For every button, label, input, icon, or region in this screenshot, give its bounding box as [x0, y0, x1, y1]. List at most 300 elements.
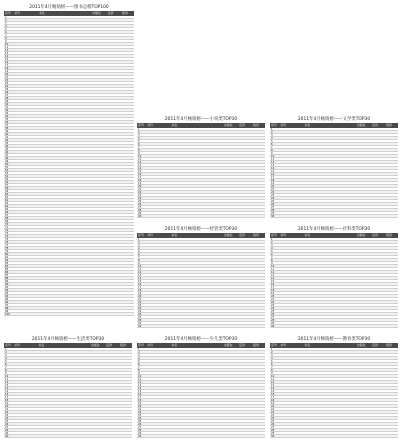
table-cell: [107, 73, 121, 75]
table-cell: [121, 274, 134, 276]
table-cell: [385, 295, 398, 297]
table-cell: [13, 172, 38, 174]
table-cell: [13, 301, 38, 303]
table-cell: [356, 310, 371, 312]
table-cell: [252, 286, 265, 288]
table-cell: [13, 363, 37, 365]
table-cell: [252, 283, 265, 285]
table-cell: [252, 408, 265, 410]
table-cell: [356, 173, 371, 175]
table-cell: [13, 274, 38, 276]
table-cell: [385, 348, 398, 350]
table-cell: [13, 34, 38, 36]
table-cell: 94: [5, 295, 9, 297]
table-cell: 27: [5, 426, 9, 428]
table-cell: [303, 295, 355, 297]
table-cell: [146, 316, 170, 318]
table-cell: [385, 268, 398, 270]
table-cell: [170, 238, 222, 240]
table-cell: [252, 322, 265, 324]
table-cell: 85: [5, 268, 9, 270]
table-cell: [121, 220, 134, 222]
table-cell: [90, 378, 105, 380]
table-cell: [238, 173, 252, 175]
table-cell: [356, 241, 371, 243]
table-cell: [223, 131, 238, 133]
table-cell: 9: [5, 372, 7, 374]
table-cell: 23: [271, 414, 275, 416]
table-cell: [91, 232, 107, 234]
table-cell: [107, 163, 121, 165]
table-cell: [279, 372, 303, 374]
table-cell: 38: [5, 127, 9, 129]
table-cell: [13, 178, 38, 180]
table-cell: [146, 435, 170, 437]
table-cell: [252, 313, 265, 315]
table-cell: [238, 387, 252, 389]
table-cell: 26: [271, 203, 275, 205]
table-cell: [38, 256, 91, 258]
table-cell: [371, 432, 385, 434]
table-cell: [13, 229, 38, 231]
table-cell: [146, 271, 170, 273]
table-cell: [146, 155, 170, 157]
col-header: 出版社: [223, 123, 233, 127]
table-cell: [121, 256, 134, 258]
table-cell: [303, 369, 355, 371]
table-cell: [105, 408, 119, 410]
table-cell: [279, 241, 303, 243]
table-cell: [385, 212, 398, 214]
table-cell: [279, 426, 303, 428]
table-cell: [238, 369, 252, 371]
table-cell: [252, 188, 265, 190]
table-cell: 5: [138, 140, 140, 142]
table-cell: [238, 351, 252, 353]
table-cell: [121, 199, 134, 201]
table-cell: [279, 360, 303, 362]
table-cell: [146, 301, 170, 303]
table-cell: 12: [271, 271, 275, 273]
table-cell: 6: [271, 143, 273, 145]
table-cell: [371, 215, 385, 217]
table-cell: [238, 295, 252, 297]
table-cell: [121, 121, 134, 123]
table-cell: [170, 262, 222, 264]
table-cell: [91, 163, 107, 165]
table-cell: [371, 292, 385, 294]
table-cell: [121, 16, 134, 18]
table-cell: [303, 304, 355, 306]
table-cell: [371, 271, 385, 273]
table-cell: [146, 304, 170, 306]
table-cell: 72: [5, 229, 9, 231]
table-cell: [238, 405, 252, 407]
table-cell: [91, 136, 107, 138]
table-cell: [238, 298, 252, 300]
table-cell: [13, 130, 38, 132]
table-cell: [146, 396, 170, 398]
table-cell: [303, 244, 355, 246]
table-cell: [146, 417, 170, 419]
table-cell: [371, 390, 385, 392]
table-cell: [371, 185, 385, 187]
table-cell: [303, 420, 355, 422]
table-cell: 74: [5, 235, 9, 237]
table-cell: [119, 348, 132, 350]
table-cell: [252, 155, 265, 157]
table-cell: [371, 396, 385, 398]
table-cell: [38, 73, 91, 75]
table-cell: 14: [271, 167, 275, 169]
table-cell: [13, 40, 38, 42]
table-cell: [38, 19, 91, 21]
table-cell: [279, 298, 303, 300]
table-cell: [91, 211, 107, 213]
table-cell: [107, 184, 121, 186]
table-cell: [371, 304, 385, 306]
table-cell: [279, 179, 303, 181]
table-cell: [13, 360, 37, 362]
table-cell: [146, 146, 170, 148]
table-cell: [13, 157, 38, 159]
table-cell: [238, 271, 252, 273]
table-cell: [13, 313, 38, 315]
table-cell: 25: [5, 88, 9, 90]
table-cell: [107, 31, 121, 33]
table-cell: 24: [5, 417, 9, 419]
table-cell: [223, 161, 238, 163]
table-cell: [107, 265, 121, 267]
table-cell: [13, 396, 37, 398]
table-cell: [238, 307, 252, 309]
table-cell: [356, 351, 371, 353]
table-cell: 9: [138, 262, 140, 264]
table-cell: [13, 226, 38, 228]
table-cell: [238, 372, 252, 374]
table-cell: [223, 357, 238, 359]
table-cell: 30: [5, 103, 9, 105]
table-cell: [279, 152, 303, 154]
table-cell: [279, 271, 303, 273]
table-cell: [385, 203, 398, 205]
table-cell: [146, 280, 170, 282]
table-cell: 77: [5, 244, 9, 246]
table-cell: 9: [5, 40, 7, 42]
table-cell: [385, 375, 398, 377]
table-cell: [119, 369, 132, 371]
table-cell: [223, 200, 238, 202]
table-cell: [279, 259, 303, 261]
table-rows: [137, 128, 265, 223]
table-cell: [223, 304, 238, 306]
table-cell: [107, 289, 121, 291]
table-cell: [13, 106, 38, 108]
table-cell: [371, 203, 385, 205]
table-cell: [385, 250, 398, 252]
table-cell: [37, 426, 89, 428]
col-header: 售价: [121, 11, 128, 15]
table-cell: [303, 259, 355, 261]
table-cell: [371, 280, 385, 282]
table-cell: [170, 247, 222, 249]
col-header: 序号: [5, 343, 12, 347]
table-cell: [38, 313, 91, 315]
table-cell: [170, 435, 222, 437]
table-cell: 24: [138, 307, 142, 309]
table-cell: [356, 289, 371, 291]
table-cell: 19: [271, 182, 275, 184]
table-cell: [119, 360, 132, 362]
table-cell: [303, 301, 355, 303]
table-cell: [385, 173, 398, 175]
table-cell: [107, 181, 121, 183]
table-cell: [91, 64, 107, 66]
table-cell: [91, 217, 107, 219]
table-cell: [121, 130, 134, 132]
table-cell: [170, 274, 222, 276]
table-cell: 1: [271, 128, 273, 130]
table-cell: 21: [271, 298, 275, 300]
table-cell: 15: [138, 390, 142, 392]
table-cell: 1: [138, 128, 140, 130]
table-cell: 3: [138, 134, 140, 136]
table-cell: [121, 166, 134, 168]
table-cell: [13, 76, 38, 78]
table-cell: [356, 155, 371, 157]
table-cell: 19: [5, 402, 9, 404]
table-cell: [170, 173, 222, 175]
table-cell: [146, 134, 170, 136]
table-cell: [13, 37, 38, 39]
table-cell: [91, 235, 107, 237]
table-title: 2011年4月畅销榜——图书总榜TOP100: [29, 5, 109, 10]
table-cell: [13, 295, 38, 297]
table-cell: [385, 411, 398, 413]
table-cell: [356, 325, 371, 327]
table-cell: [238, 191, 252, 193]
table-cell: [38, 142, 91, 144]
table-cell: [223, 173, 238, 175]
col-header: 出版社: [356, 343, 366, 347]
table-cell: [105, 423, 119, 425]
table-cell: [37, 360, 89, 362]
table-cell: [279, 265, 303, 267]
table-2: [270, 116, 398, 223]
table-cell: [37, 405, 89, 407]
table-cell: [303, 206, 355, 208]
table-cell: 14: [5, 55, 9, 57]
table-cell: 4: [138, 357, 140, 359]
table-cell: [91, 28, 107, 30]
table-cell: [238, 378, 252, 380]
table-cell: [13, 351, 37, 353]
table-cell: [170, 295, 222, 297]
table-cell: [121, 250, 134, 252]
table-cell: [13, 244, 38, 246]
table-cell: [121, 259, 134, 261]
table-cell: [385, 200, 398, 202]
table-cell: [107, 211, 121, 213]
table-cell: [170, 182, 222, 184]
table-cell: [119, 393, 132, 395]
table-cell: [223, 396, 238, 398]
table-cell: [371, 128, 385, 130]
table-cell: [91, 307, 107, 309]
table-cell: [303, 137, 355, 139]
table-cell: [121, 22, 134, 24]
table-cell: [303, 426, 355, 428]
table-cell: [252, 384, 265, 386]
table-cell: [91, 292, 107, 294]
table-cell: [356, 295, 371, 297]
table-cell: [105, 384, 119, 386]
table-cell: [146, 238, 170, 240]
table-cell: [238, 325, 252, 327]
table-cell: [238, 143, 252, 145]
table-cell: [223, 188, 238, 190]
table-cell: [121, 64, 134, 66]
table-cell: [371, 369, 385, 371]
table-cell: 11: [271, 268, 275, 270]
table-cell: [146, 179, 170, 181]
table-rows: [137, 238, 265, 333]
table-cell: [371, 200, 385, 202]
table-cell: [119, 426, 132, 428]
table-cell: [38, 130, 91, 132]
table-cell: 2: [5, 19, 7, 21]
table-cell: [371, 244, 385, 246]
table-cell: [279, 378, 303, 380]
table-cell: [37, 354, 89, 356]
table-cell: [303, 292, 355, 294]
table-cell: [13, 357, 37, 359]
table-cell: [238, 131, 252, 133]
table-cell: 14: [138, 167, 142, 169]
table-cell: [356, 197, 371, 199]
table-cell: [238, 399, 252, 401]
table-cell: [37, 429, 89, 431]
col-header: 出版社: [223, 233, 233, 237]
table-cell: [119, 381, 132, 383]
table-cell: [238, 402, 252, 404]
table-cell: 27: [271, 206, 275, 208]
table-cell: [121, 163, 134, 165]
table-cell: [238, 256, 252, 258]
table-cell: [91, 151, 107, 153]
table-cell: [371, 357, 385, 359]
table-cell: 34: [5, 115, 9, 117]
table-cell: [252, 289, 265, 291]
table-cell: 24: [138, 197, 142, 199]
table-cell: 61: [5, 196, 9, 198]
table-cell: [121, 193, 134, 195]
table-cell: [119, 378, 132, 380]
table-cell: [252, 351, 265, 353]
table-cell: [279, 354, 303, 356]
table-cell: [238, 313, 252, 315]
table-cell: [146, 354, 170, 356]
table-cell: [13, 169, 38, 171]
table-cell: [91, 46, 107, 48]
table-cell: [119, 411, 132, 413]
table-cell: 9: [271, 262, 273, 264]
table-cell: [371, 289, 385, 291]
table-cell: [121, 124, 134, 126]
table-cell: 12: [5, 381, 9, 383]
table-cell: [13, 79, 38, 81]
table-cell: [223, 411, 238, 413]
table-cell: [170, 381, 222, 383]
table-title: 2011年4月畅销榜——少儿类TOP30: [164, 337, 238, 342]
table-cell: [385, 289, 398, 291]
table-cell: 18: [138, 179, 142, 181]
table-cell: [385, 304, 398, 306]
table-cell: [38, 40, 91, 42]
table-cell: [91, 193, 107, 195]
table-cell: [119, 429, 132, 431]
table-cell: [252, 212, 265, 214]
table-cell: [146, 131, 170, 133]
table-cell: [107, 16, 121, 18]
table-cell: [385, 274, 398, 276]
table-cell: [107, 256, 121, 258]
table-cell: [238, 167, 252, 169]
table-cell: [107, 262, 121, 264]
table-cell: [38, 37, 91, 39]
table-cell: [90, 360, 105, 362]
table-cell: [13, 271, 38, 273]
table-cell: [38, 265, 91, 267]
table-cell: [146, 188, 170, 190]
table-cell: [107, 19, 121, 21]
table-cell: [121, 229, 134, 231]
table-cell: [105, 420, 119, 422]
table-cell: [13, 193, 38, 195]
table-cell: [279, 292, 303, 294]
table-cell: [121, 184, 134, 186]
table-cell: [371, 348, 385, 350]
table-cell: [121, 40, 134, 42]
table-cell: [13, 348, 37, 350]
table-cell: [38, 277, 91, 279]
table-cell: [146, 286, 170, 288]
table-cell: [13, 19, 38, 21]
table-cell: [105, 417, 119, 419]
table-cell: [303, 393, 355, 395]
table-cell: [252, 348, 265, 350]
table-cell: 25: [271, 310, 275, 312]
table-cell: [223, 244, 238, 246]
table-cell: [91, 223, 107, 225]
table-cell: [38, 307, 91, 309]
table-cell: [13, 405, 37, 407]
table-cell: [371, 411, 385, 413]
table-cell: [121, 55, 134, 57]
table-cell: [13, 73, 38, 75]
table-cell: [385, 206, 398, 208]
table-cell: 29: [271, 432, 275, 434]
table-cell: [91, 172, 107, 174]
table-cell: [303, 256, 355, 258]
table-cell: [252, 354, 265, 356]
table-cell: [91, 181, 107, 183]
table-cell: [279, 366, 303, 368]
table-cell: [279, 143, 303, 145]
table-cell: [38, 283, 91, 285]
table-cell: [279, 381, 303, 383]
table-cell: [121, 49, 134, 51]
